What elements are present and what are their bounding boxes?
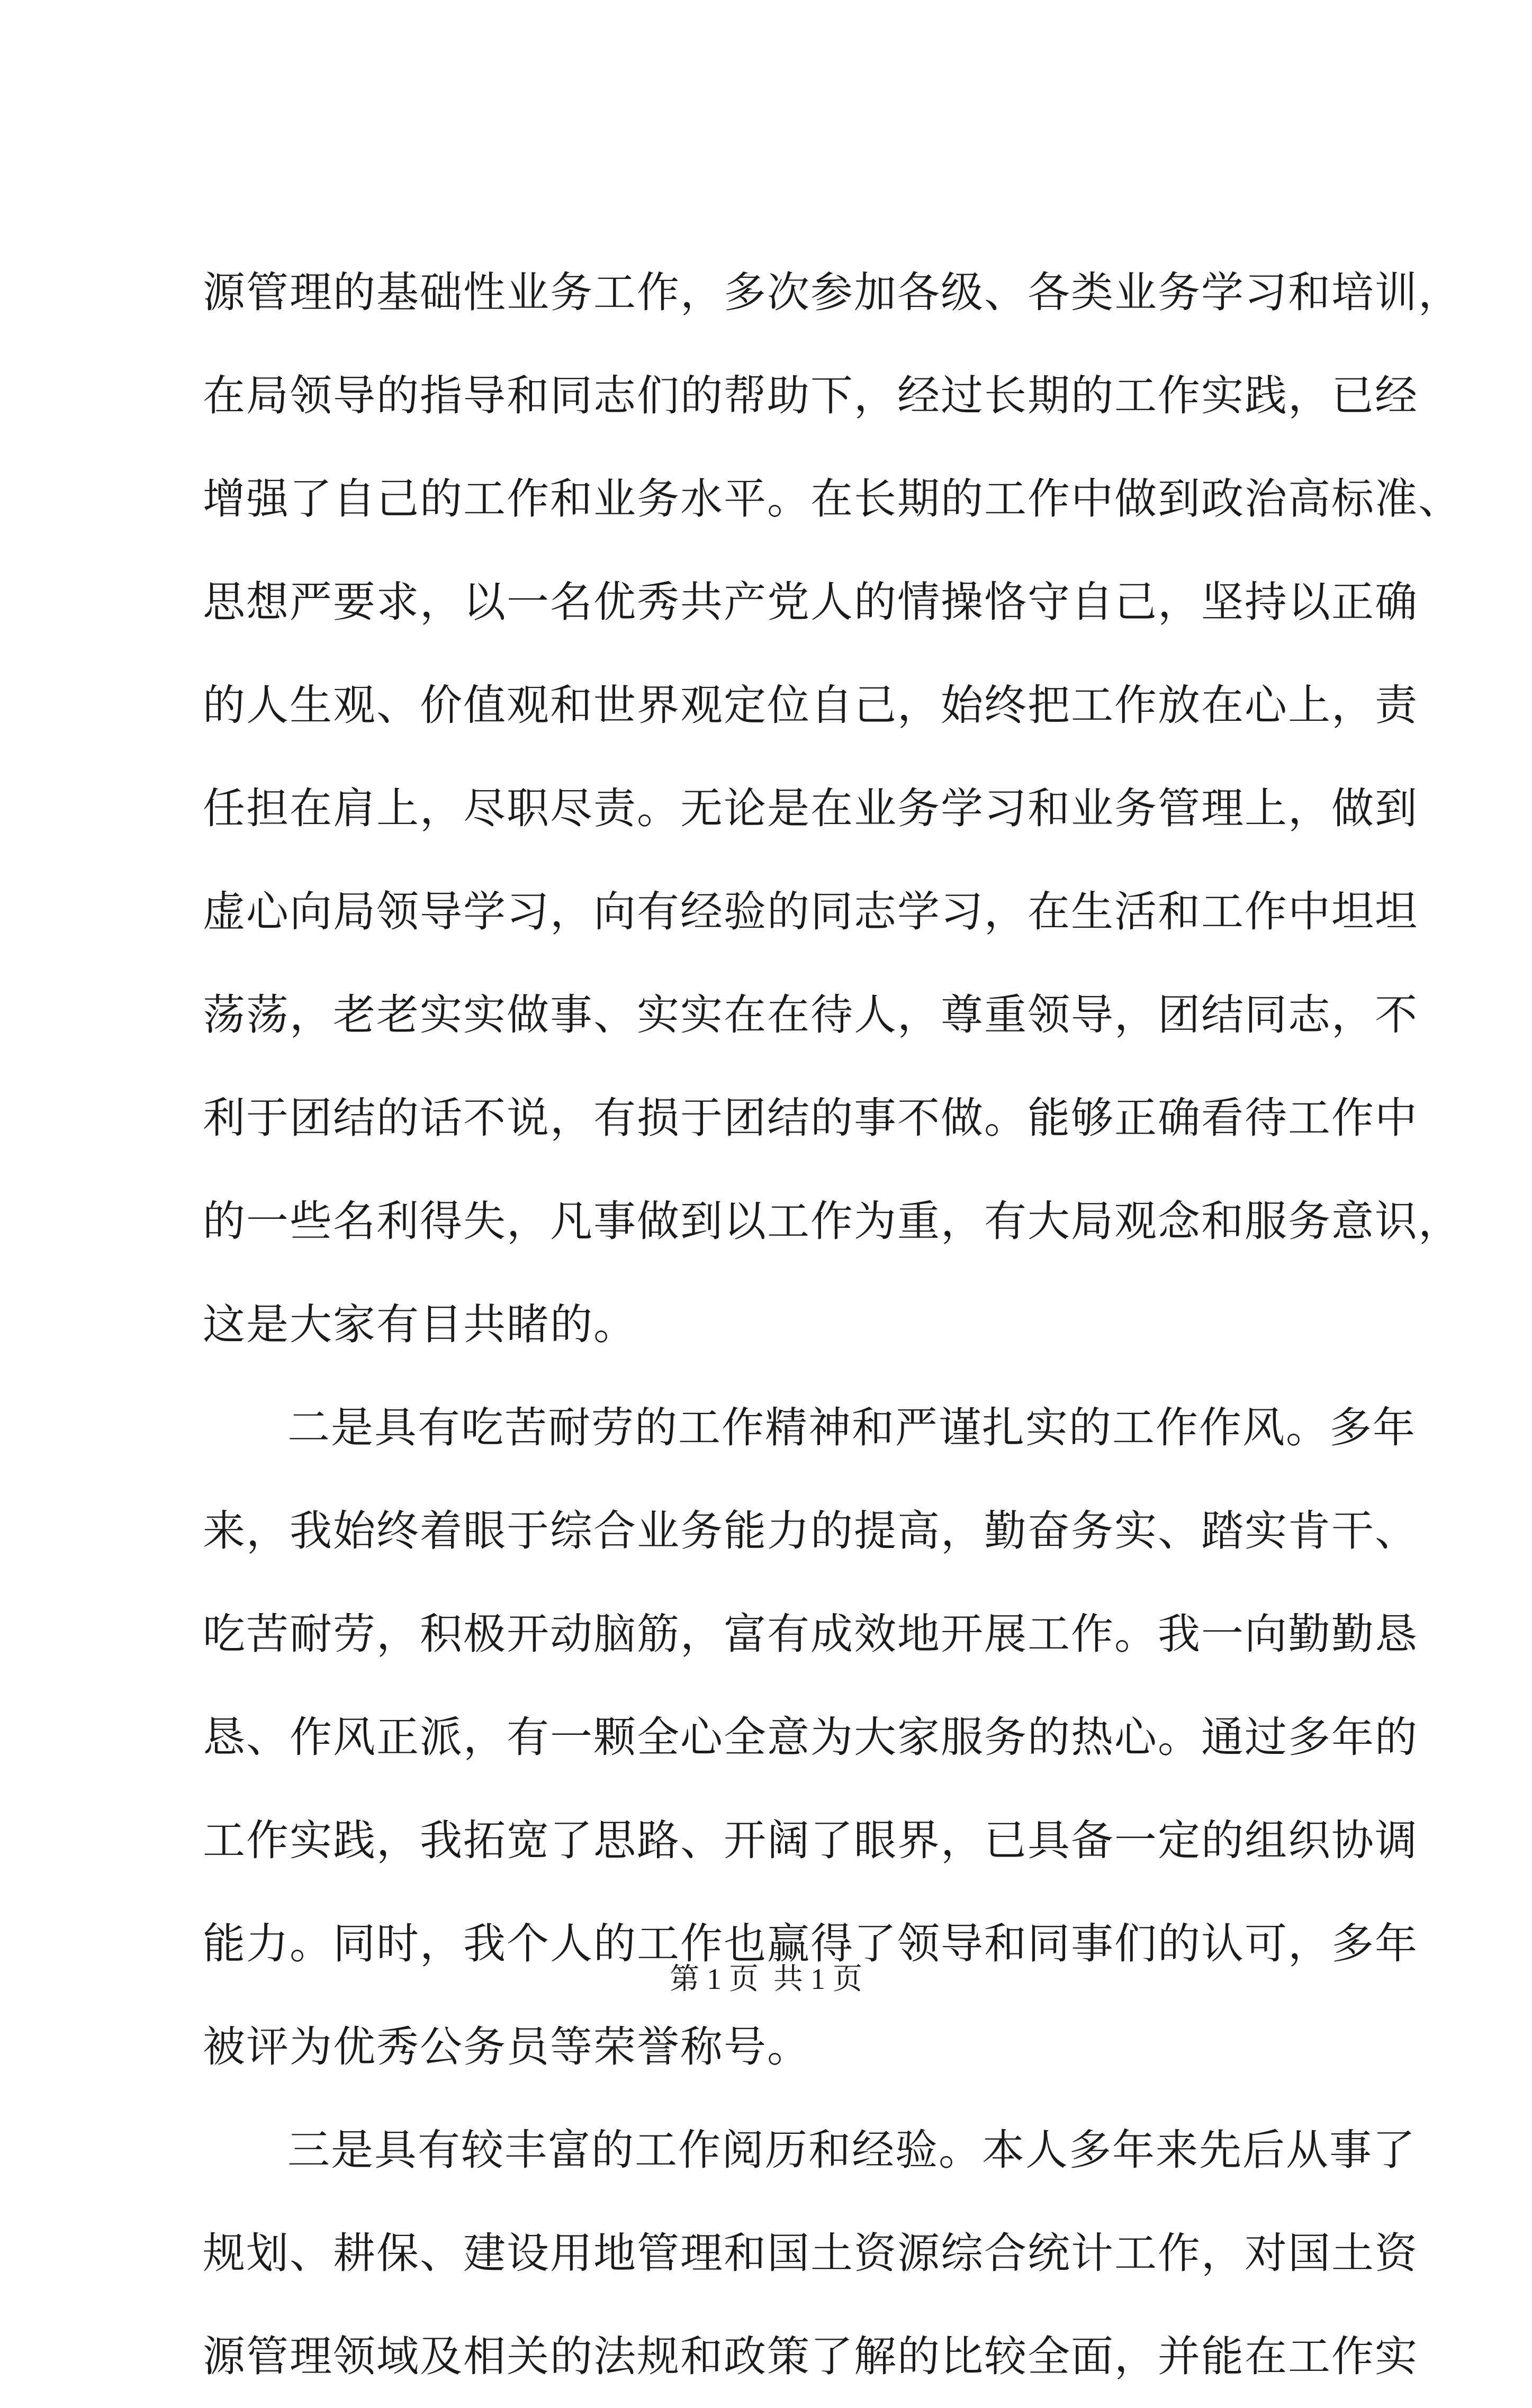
paragraph-start-line: 二是具有吃苦耐劳的工作精神和严谨扎实的工作作风。多年 [287,1403,1416,1452]
text-line: 的人生观、价值观和世界观定位自己，始终把工作放在心上，责 [203,681,1418,730]
text-line: 思想严要求，以一名优秀共产党人的情操恪守自己，坚持以正确 [203,577,1418,627]
text-line: 源管理领域及相关的法规和政策了解的比较全面，并能在工作实 [203,2332,1418,2381]
text-line: 增强了自己的工作和业务水平。在长期的工作中做到政治高标准、 [203,474,1462,523]
text-line: 的一些名利得失，凡事做到以工作为重，有大局观念和服务意识， [203,1197,1462,1246]
text-line: 任担在肩上，尽职尽责。无论是在业务学习和业务管理上，做到 [203,784,1418,833]
text-line: 能力。同时，我个人的工作也赢得了领导和同事们的认可，多年 [203,1919,1418,1968]
document-body [203,241,1462,2408]
text-line: 规划、耕保、建设用地管理和国土资源综合统计工作，对国土资 [203,2229,1418,2278]
text-line: 荡荡，老老实实做事、实实在在待人，尊重领导，团结同志，不 [203,990,1418,1039]
paragraph-start-line: 三是具有较丰富的工作阅历和经验。本人多年来先后从事了 [287,2125,1416,2175]
text-line: 源管理的基础性业务工作，多次参加各级、各类业务学习和培训， [203,268,1462,317]
text-line: 在局领导的指导和同志们的帮助下，经过长期的工作实践，已经 [203,371,1418,420]
text-line: 来，我始终着眼于综合业务能力的提高，勤奋务实、踏实肯干、 [203,1506,1418,1555]
text-line: 吃苦耐劳，积极开动脑筋，富有成效地开展工作。我一向勤勤恳 [203,1609,1418,1659]
text-line: 利于团结的话不说，有损于团结的事不做。能够正确看待工作中 [203,1093,1418,1143]
text-line: 工作实践，我拓宽了思路、开阔了眼界，已具备一定的组织协调 [203,1816,1418,1865]
page-number-footer: 第 1 页 共 1 页 [670,1963,862,1996]
text-line: 这是大家有目共睹的。 [203,1300,637,1349]
text-line: 被评为优秀公务员等荣誉称号。 [203,2022,810,2071]
text-line: 虚心向局领导学习，向有经验的同志学习，在生活和工作中坦坦 [203,887,1418,936]
text-line: 恳、作风正派，有一颗全心全意为大家服务的热心。通过多年的 [203,1713,1418,1762]
